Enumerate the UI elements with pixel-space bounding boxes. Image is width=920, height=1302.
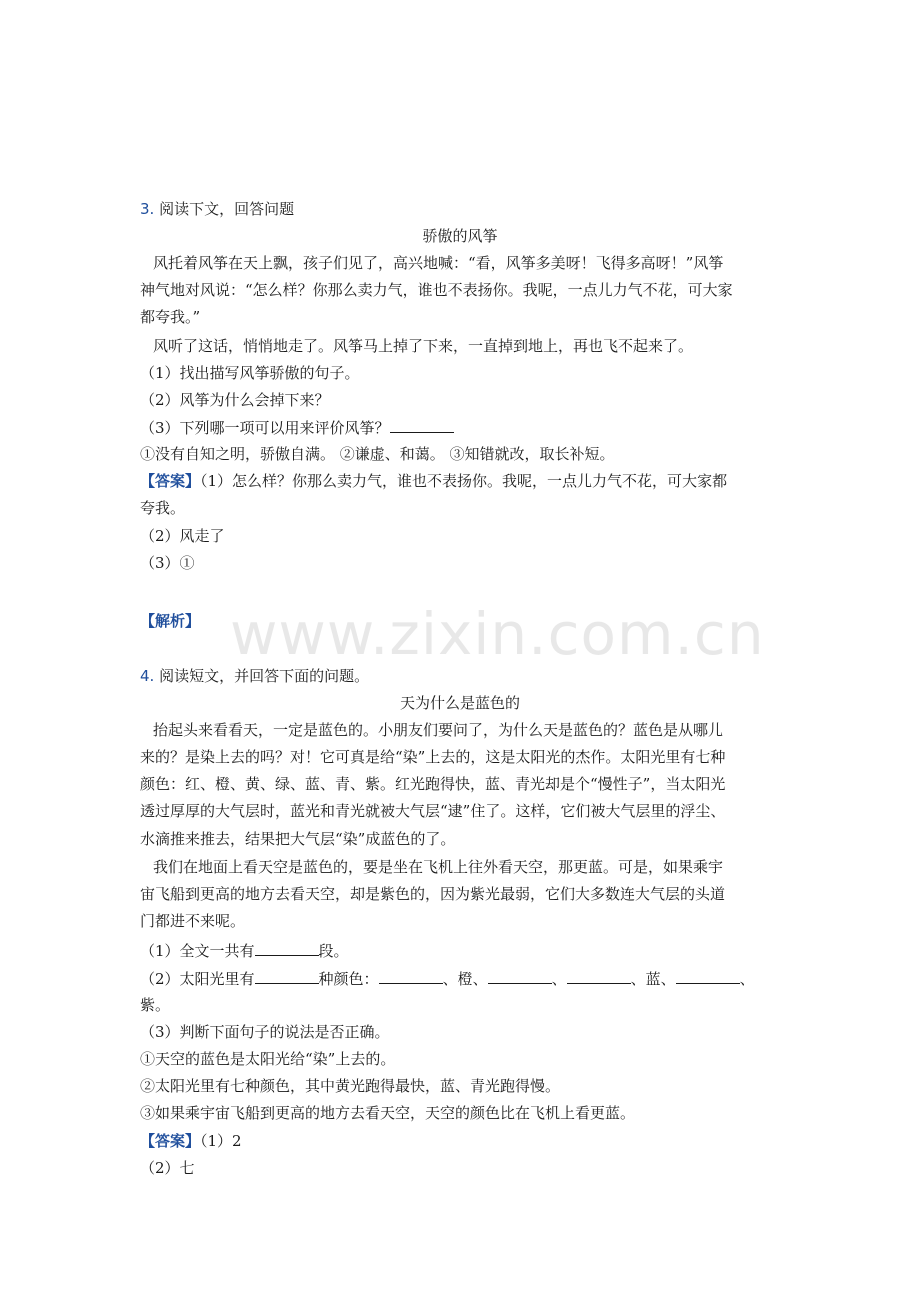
- q3-answer1-text: （1）怎么样？你那么卖力气，谁也不表扬你。我呢，一点儿力气不花，可大家都: [200, 472, 728, 490]
- q3-para1-line1: 风托着风筝在天上飘，孩子们见了，高兴地喊：“看，风筝多美呀！飞得多高呀！”风筝: [153, 254, 724, 272]
- q4-header: [140, 666, 369, 686]
- q4-p2-line1: 我们在地面上看天空是蓝色的，要是坐在飞机上往外看天空，那更蓝。可是，如果乘宇: [153, 858, 724, 876]
- q3-para1-line3: 都夸我。”: [140, 308, 201, 326]
- q3-number: 3.: [140, 200, 155, 218]
- answer-blank: [379, 968, 443, 984]
- answer-blank: [390, 417, 454, 433]
- q4-p1-line1: 抬起头来看看天，一定是蓝色的。小朋友们要问了，为什么天是蓝色的？蓝色是从哪儿: [153, 721, 724, 739]
- q4-answer1-text: （1）2: [200, 1132, 242, 1150]
- q3-para2: 风听了这话，悄悄地走了。风筝马上掉了下来，一直掉到地上，再也飞不起来了。: [153, 337, 694, 355]
- q4-sub2: [140, 968, 755, 989]
- q3-answer2: （2）风走了: [140, 527, 225, 545]
- q4-p2-line3: 门都进不来呢。: [140, 912, 246, 930]
- q4-number: 4.: [140, 667, 155, 685]
- answer-tag: 【答案】: [140, 472, 201, 490]
- q4-judge3: ③如果乘宇宙飞船到更高的地方去看天空，天空的颜色比在飞机上看更蓝。: [140, 1104, 636, 1122]
- q4-p1-line2: 来的？是染上去的吗？对！它可真是给“染”上去的，这是太阳光的杰作。太阳光里有七种: [140, 748, 726, 766]
- q3-prompt: 阅读下文，回答问题: [159, 200, 295, 218]
- answer-blank: [676, 968, 740, 984]
- q4-sub2-end: 、: [739, 970, 755, 988]
- q3-answer-line1: [140, 471, 727, 491]
- q4-sub3: （3）判断下面句子的说法是否正确。: [140, 1023, 390, 1041]
- q3-sub2: （2）风筝为什么会掉下来？: [140, 391, 330, 409]
- q4-prompt: 阅读短文，并回答下面的问题。: [159, 667, 370, 685]
- q3-para1-line2: 神气地对风说：“怎么样？你那么卖力气，谁也不表扬你。我呢，一点儿力气不花，可大家: [140, 281, 733, 299]
- q4-title: 天为什么是蓝色的: [399, 694, 520, 712]
- q4-judge2: ②太阳光里有七种颜色，其中黄光跑得最快，蓝、青光跑得慢。: [140, 1077, 561, 1095]
- q3-title: 骄傲的风筝: [422, 227, 498, 245]
- q3-sub3-text: （3）下列哪一项可以用来评价风筝？: [140, 419, 390, 437]
- q4-sub1: [140, 940, 349, 961]
- q4-sub2-line2: 紫。: [140, 996, 171, 1014]
- q3-options: ①没有自知之明，骄傲自满。 ②谦虚、和蔼。 ③知错就改，取长补短。: [140, 445, 615, 463]
- q4-sub2-orange: 、橙、: [442, 970, 488, 988]
- q4-p1-line3: 颜色：红、橙、黄、绿、蓝、青、紫。红光跑得快，蓝、青光却是个“慢性子”，当太阳光: [140, 775, 726, 793]
- answer-tag: 【答案】: [140, 1132, 201, 1150]
- q3-analysis: [140, 611, 200, 631]
- q4-sub2-sep: 、: [551, 970, 567, 988]
- q3-sub3: [140, 417, 454, 438]
- q4-judge1: ①天空的蓝色是太阳光给“染”上去的。: [140, 1050, 396, 1068]
- q4-p2-line2: 宙飞船到更高的地方去看天空，却是紫色的，因为紫光最弱，它们大多数连大气层的头道: [140, 885, 726, 903]
- answer-blank: [255, 968, 319, 984]
- q3-sub1: （1）找出描写风筝骄傲的句子。: [140, 364, 360, 382]
- q4-p1-line5: 水滴推来推去，结果把大气层“染”成蓝色的了。: [140, 830, 456, 848]
- q3-answer3: （3）①: [140, 554, 195, 572]
- q3-header: [140, 199, 294, 219]
- q4-sub1-suffix: 段。: [318, 942, 349, 960]
- answer-blank: [488, 968, 552, 984]
- answer-blank: [255, 940, 319, 956]
- q4-answer-line1: [140, 1131, 242, 1151]
- q4-p1-line4: 透过厚厚的大气层时，蓝光和青光就被大气层“逮”住了。这样，它们被大气层里的浮尘、: [140, 802, 726, 820]
- q4-sub2-prefix: （2）太阳光里有: [140, 970, 255, 988]
- answer-blank: [567, 968, 631, 984]
- q4-sub2-blue: 、蓝、: [630, 970, 676, 988]
- q4-answer2: （2）七: [140, 1159, 195, 1177]
- q3-answer-line2: 夸我。: [140, 499, 186, 517]
- analysis-tag: 【解析】: [140, 612, 201, 630]
- q4-sub1-prefix: （1）全文一共有: [140, 942, 255, 960]
- watermark: www.zixin.com.cn: [230, 600, 765, 668]
- q4-sub2-mid: 种颜色：: [318, 970, 379, 988]
